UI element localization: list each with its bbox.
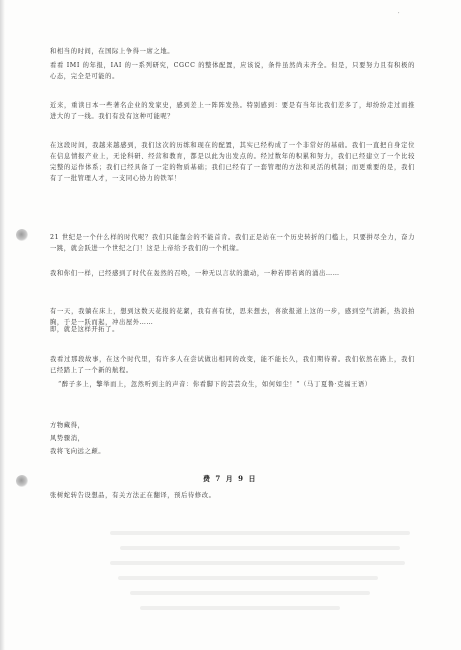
paragraph: 我和你们一样，已经感到了时代在轰然的召唤，一种无以言状的激动，一种若即若离的涌出……	[50, 270, 340, 277]
closing-note: 张树蛇转告设想品，有关方法正在翻译，预后待修改。	[50, 492, 216, 499]
faded-text-line	[118, 576, 378, 580]
paragraph: 和相当的时间，在国际上争得一席之地。	[50, 48, 175, 55]
date-heading: 费 7 月 9 日	[203, 474, 257, 483]
paragraph: 看看 IMI 的年报，IAI 的一系列研究，CGCC 的整体配置，应该说，条件虽然尚未齐全。但是，只要努力且有积极的心态，完全是可能的。	[50, 62, 415, 80]
faded-text-line	[110, 531, 410, 535]
punch-hole-icon	[16, 475, 28, 487]
faded-text-line	[110, 561, 405, 565]
verse-line: 方物藏得，	[50, 422, 85, 429]
paragraph: 21 世纪是一个什么样的时代呢？我们只能靠会的不能首肯。我们正是站在一个历史转折的门槛上，只要拼尽全力，奋力一跳，就会跃进一个世纪之门！这是上帝给予我们的一个机缘。	[50, 234, 415, 252]
corner-mark: ′	[398, 12, 400, 19]
punch-hole-icon	[16, 229, 28, 241]
verse-line: 风势骤消，	[50, 435, 85, 442]
verse-line: 我将飞向远之颠。	[50, 448, 106, 455]
faded-text-line	[130, 591, 370, 595]
faded-text-line	[120, 546, 400, 550]
quotation: “醉子多上，擎举而上，忽然听到主的声音：你看脚下的芸芸众生，如何如尘！”（马丁夏鲁·克福王语）	[58, 381, 372, 388]
paragraph: 即，就是这样开拓了。	[50, 326, 119, 333]
paragraph: 近来，重读日本一些著名企业的发家史，感到差上一阵阵发热。特别感到：要是有当年比我们差多了，却纷纷走过而推进大的了一线。我们有没有这种可能呢？	[50, 102, 415, 120]
paragraph: 在这段时间，我越来越感到，我们这次的历练和现在的配置，其实已经构成了一个非常好的基础。我们一直把自身定位在信息情报产业上，无论科研、经营和教育，都是以此为出发点的。经过数年的积累和努力，我们已经建立了一个比较完整的运作体系；我们已经具备了一定的物质基础；我们已经有了一套管理的方法和灵活的机制；而更重要的是，我们有了一批管理人才，一支同心协力的铁军！	[50, 142, 415, 182]
scan-shadow-edge	[0, 0, 5, 650]
paragraph: 我看过那段故事，在这个时代里，有许多人在尝试做出相同的改变，能不能长久，我们期待着。我们依然在路上，我们已经踏上了一个新的航程。	[50, 356, 415, 374]
faded-text-line	[140, 606, 340, 610]
paragraph: 有一天，我躺在床上，想到这数天花报的花絮，我有喜有忧，思来想去，喜欲报道上这的一步，感到空气清新，热浪拍胸，于是一跃而起，冲出屋外……	[50, 308, 415, 326]
